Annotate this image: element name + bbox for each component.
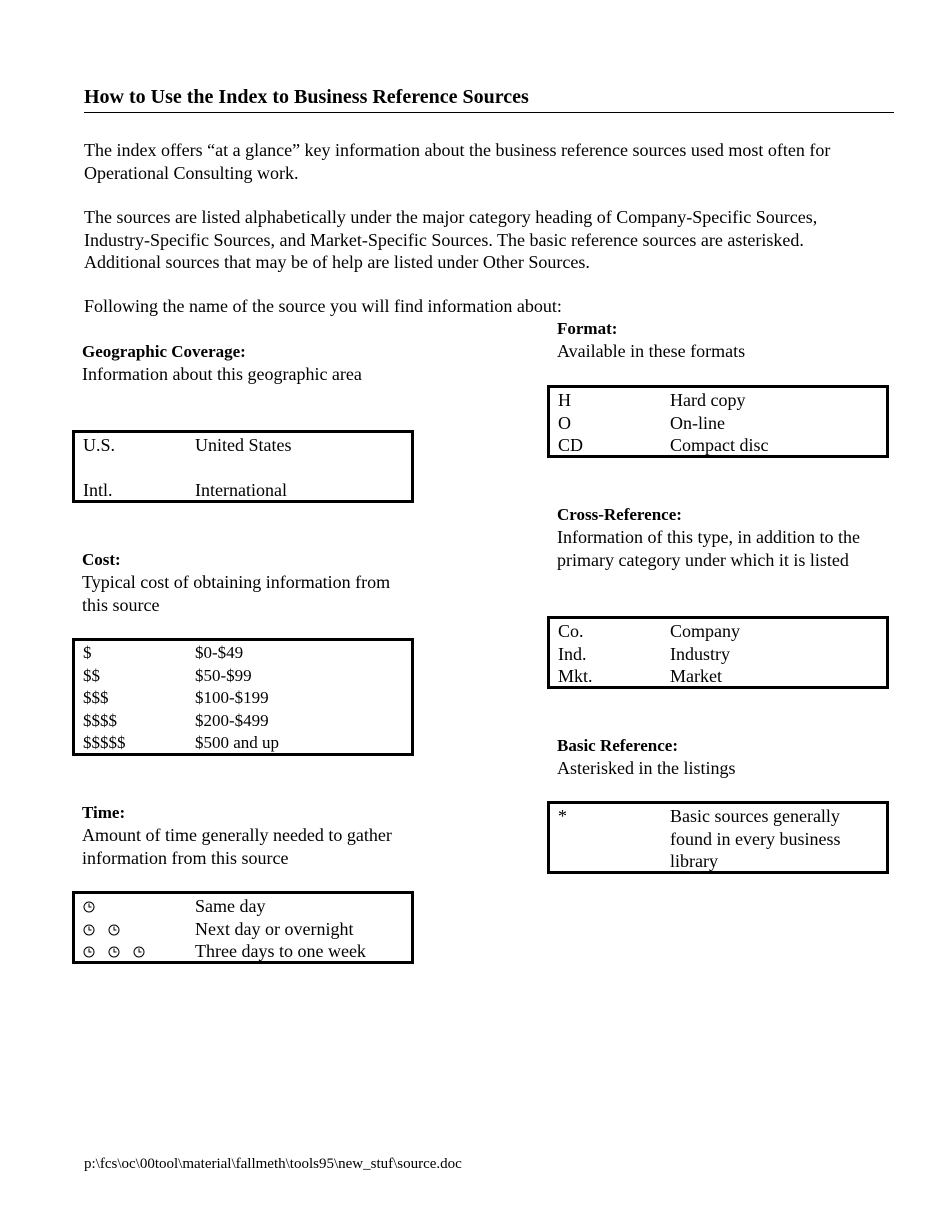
legend-value: $50-$99 xyxy=(195,665,252,685)
geographic-legend-box xyxy=(72,430,414,503)
legend-row xyxy=(83,479,411,502)
legend-key: $$$$ xyxy=(83,710,117,730)
categories-paragraph: The sources are listed alphabetically under the major category heading of Company-Specific Sources, Industry-Specific Sources, and Market-Specific Sources. The basic reference sources are asterisked. Additional sources that may be of help are listed under Other Sources. xyxy=(84,207,818,272)
basic-legend-box xyxy=(547,801,889,874)
file-path-footer: p:\fcs\oc\00tool\material\fallmeth\tools95\new_stuf\source.doc xyxy=(84,1156,462,1172)
legend-key: Mkt. xyxy=(558,666,593,686)
following-paragraph: Following the name of the source you will find information about: xyxy=(84,296,562,316)
legend-key: CD xyxy=(558,435,584,455)
legend-row xyxy=(558,665,886,688)
legend-row xyxy=(83,687,411,710)
time-description: Amount of time generally needed to gather information from this source xyxy=(82,825,392,868)
legend-key: * xyxy=(558,806,567,826)
legend-value: Industry xyxy=(670,643,730,664)
crossref-description: Information of this type, in addition to the primary category under which it is listed xyxy=(557,527,860,570)
legend-key xyxy=(83,918,195,941)
legend-value: Three days to one week xyxy=(195,941,366,961)
page-title: How to Use the Index to Business Reference Sources xyxy=(84,84,894,113)
format-legend-box xyxy=(547,385,889,458)
legend-value: $0-$49 xyxy=(195,643,244,662)
legend-key xyxy=(83,895,195,918)
legend-key: U.S. xyxy=(83,435,116,455)
legend-key: H xyxy=(558,390,571,410)
legend-row xyxy=(558,389,886,412)
legend-key: Ind. xyxy=(558,643,587,664)
legend-value: Hard copy xyxy=(670,390,746,410)
format-description: Available in these formats xyxy=(557,341,746,361)
legend-row xyxy=(83,732,411,755)
legend-key: $ xyxy=(83,643,92,662)
cost-description: Typical cost of obtaining information from this source xyxy=(82,572,391,615)
legend-row xyxy=(558,643,886,666)
legend-value: Market xyxy=(670,666,722,686)
legend-value: Basic sources generally found in every business library xyxy=(670,806,841,871)
clock-icon xyxy=(133,946,145,958)
crossref-legend-box xyxy=(547,616,889,689)
crossref-heading: Cross-Reference: xyxy=(557,505,682,524)
legend-key: $$$ xyxy=(83,688,109,707)
time-heading: Time: xyxy=(82,803,126,822)
legend-key xyxy=(83,940,195,963)
legend-value: Next day or overnight xyxy=(195,918,354,939)
legend-row xyxy=(558,620,886,643)
legend-row xyxy=(83,665,411,688)
legend-row xyxy=(558,434,886,457)
legend-key: Intl. xyxy=(83,480,113,500)
legend-key: O xyxy=(558,412,571,433)
cost-heading: Cost: xyxy=(82,550,121,569)
legend-row xyxy=(83,895,411,918)
legend-value: International xyxy=(195,480,287,500)
legend-value: On-line xyxy=(670,412,725,433)
clock-icon xyxy=(83,946,95,958)
legend-value: Compact disc xyxy=(670,435,769,455)
clock-icon xyxy=(108,924,120,936)
time-legend-box xyxy=(72,891,414,964)
legend-row xyxy=(558,412,886,435)
legend-value: Same day xyxy=(195,896,266,916)
intro-paragraph: The index offers “at a glance” key information about the business reference sources used most often for Operational Consulting work. xyxy=(84,140,831,183)
legend-row xyxy=(83,434,411,457)
legend-row xyxy=(83,710,411,733)
legend-value: $200-$499 xyxy=(195,710,269,730)
legend-key: $$ xyxy=(83,665,100,685)
legend-value: $500 and up xyxy=(195,733,280,752)
legend-value: $100-$199 xyxy=(195,688,269,707)
cost-legend-box xyxy=(72,638,414,756)
legend-row xyxy=(83,940,411,963)
legend-key: Co. xyxy=(558,621,584,641)
legend-key: $$$$$ xyxy=(83,733,126,752)
basic-heading: Basic Reference: xyxy=(557,736,678,755)
format-heading: Format: xyxy=(557,319,618,338)
geographic-description: Information about this geographic area xyxy=(82,364,362,384)
clock-icon xyxy=(83,901,95,913)
legend-row xyxy=(558,805,886,873)
legend-row xyxy=(83,918,411,941)
legend-value: Company xyxy=(670,621,740,641)
clock-icon xyxy=(83,924,95,936)
legend-value: United States xyxy=(195,435,292,455)
clock-icon xyxy=(108,946,120,958)
geographic-heading: Geographic Coverage: xyxy=(82,342,246,361)
legend-row xyxy=(83,642,411,665)
basic-description: Asterisked in the listings xyxy=(557,758,736,778)
